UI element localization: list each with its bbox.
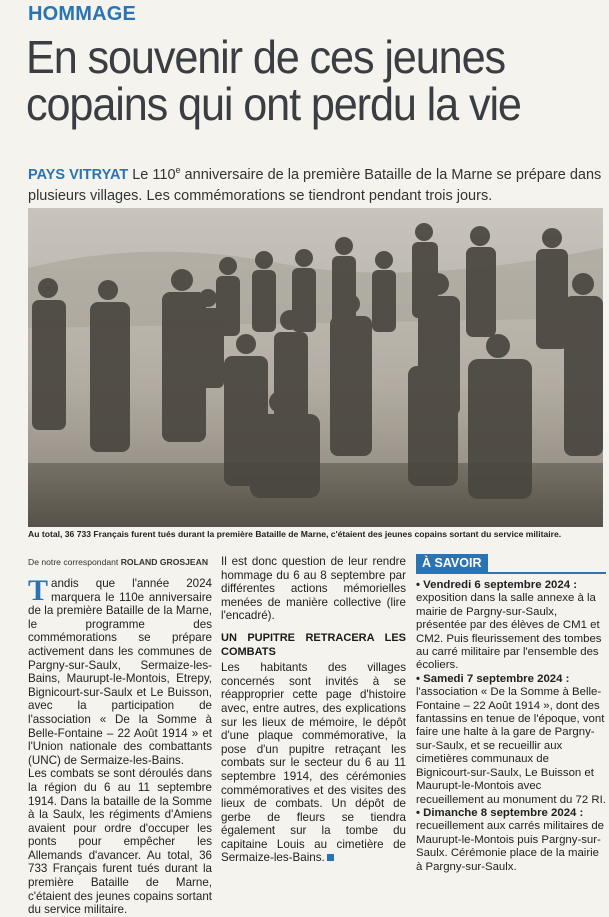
lead-text-end: anniversaire de la première Bataille de la Marne se prépare dans plusieurs villages. Les commémorations se tiendront pendant trois jours. xyxy=(28,166,602,204)
photo-caption: Au total, 36 733 Français furent tués durant la première Bataille de Marne, c'étaient des jeunes copains sortant du service militaire. xyxy=(28,529,562,539)
a-savoir-text: recueillement aux carrés militaires de Maurupt-le-Montois puis Pargny-sur-Saulx. Cérémonie place de la mairie à Pargny-sur-Saulx. xyxy=(416,820,605,873)
lead-text-start: Le 110 xyxy=(128,166,176,183)
a-savoir-text: exposition dans la salle annexe à la mairie de Pargny-sur-Saulx, présentée par des élèves de CM1 et CM2. Puis fleurissement des tombes au carré militaire par l'ensemble des écoliers. xyxy=(416,592,602,672)
soldiers-photo-drawing xyxy=(28,208,603,527)
a-savoir-rule xyxy=(416,572,606,574)
a-savoir-text: l'association « De la Somme à Belle-Fontaine – 22 Août 1914 », dont des fantassins en tenue de l'époque, vont faire une halte à la gare de Pargny-sur-Saulx, et se recueillir aux cimetières communaux de Bignicourt-sur-Saulx, Le Buisson et Maurupt-le-Montois avec recueillement au monument du 72 RI. xyxy=(416,686,606,806)
a-savoir-date: • Dimanche 8 septembre 2024 : xyxy=(416,806,584,819)
article-paragraph-3: Il est donc question de leur rendre hommage du 6 au 8 septembre par différentes actions mémorielles menées de manière collective (lire l'encadré). xyxy=(221,555,406,623)
byline-author: ROLAND GROSJEAN xyxy=(120,557,209,567)
a-savoir-body xyxy=(416,579,606,874)
section-kicker: HOMMAGE xyxy=(28,3,137,25)
article-subhead: UN PUPITRE RETRACERA LES COMBATS xyxy=(221,631,406,658)
a-savoir-tag: À SAVOIR xyxy=(416,554,488,572)
byline-prefix: De notre correspondant xyxy=(28,557,121,567)
a-savoir-item xyxy=(416,673,606,807)
a-savoir-item xyxy=(416,807,606,874)
lead-superscript: e xyxy=(175,165,181,175)
dropcap: T xyxy=(28,574,49,607)
article-paragraph-2: Les combats se sont déroulés dans la région du 6 au 11 septembre 1914. Dans la bataille de la Somme à la Saulx, les régiments d'Amiens avaient pour ordre d'occuper les ponts pour empêcher les Allemands d'avancer. Au total, 36 733 Français furent tués durant la première Bataille de Marne, c'étaient des jeunes copains sortant du service militaire. xyxy=(28,767,212,917)
lead-location: PAYS VITRYAT xyxy=(28,166,129,183)
lead-paragraph xyxy=(28,160,603,207)
a-savoir-date: • Vendredi 6 septembre 2024 : xyxy=(416,579,577,591)
article-paragraph-4 xyxy=(221,661,406,865)
byline xyxy=(28,557,208,567)
article-paragraph-1-text: andis que l'année 2024 marquera le 110e anniversaire de la première Bataille de la Marne, le programme des commémorations se prépare activement dans les communes de Pargny-sur-Saulx, Sermaize-les-Bains, Maurupt-le-Montois, Etrepy, Bignicourt-sur-Saulx et Le Buisson, avec la participation de l'association « De la Somme à Belle-Fontaine – 22 Août 1914 » et l'Union nationale des combattants (UNC) de Sermaize-les-Bains. xyxy=(28,577,212,767)
a-savoir-box xyxy=(416,554,606,874)
article-column-2 xyxy=(221,555,406,865)
headline: En souvenir de ces jeunes copains qui ont perdu la vie xyxy=(26,31,521,130)
article-column-1 xyxy=(28,574,212,917)
soldiers-photo xyxy=(28,208,603,527)
a-savoir-item xyxy=(416,579,606,673)
article-paragraph-1 xyxy=(28,574,212,767)
a-savoir-date: • Samedi 7 septembre 2024 : xyxy=(416,672,570,685)
article-paragraph-4-text: Les habitants des villages concernés sont invités à se réapproprier cette page d'histoire avec, entre autres, des explications sur les lieux de mémoire, le dépôt d'une plaque commémorative, la pose d'un pupitre retraçant les combats sur le secteur du 6 au 11 septembre 1914, des cérémonies commémoratives et des visites des lieux de combats. Un dépôt de gerbe de fleurs se tiendra également sur la tombe du capitaine Louis au cimetière de Sermaize-les-Bains. xyxy=(221,661,406,865)
end-mark-icon xyxy=(327,854,334,861)
